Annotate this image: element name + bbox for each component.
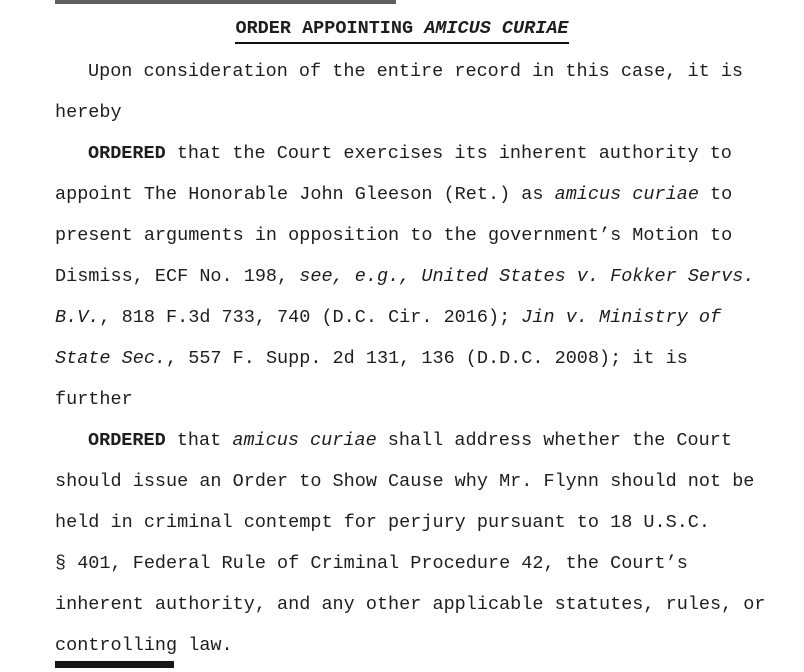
- text-run-normal: controlling law.: [55, 635, 233, 656]
- text-run-normal: , 557 F. Supp. 2d 131, 136 (D.D.C. 2008); it is: [166, 348, 688, 369]
- text-run-normal: should issue an Order to Show Cause why Mr. Flynn should not be: [55, 471, 755, 492]
- text-run-italic: Jin v. Ministry of: [521, 307, 722, 328]
- text-run-normal: to: [698, 184, 733, 205]
- text-run-normal: , 818 F.3d 733, 740 (D.C. Cir. 2016);: [99, 307, 522, 328]
- text-run-normal: Dismiss, ECF No. 198,: [55, 266, 300, 287]
- text-run-italic: amicus curiae: [554, 184, 699, 205]
- text-run-italic: see, e.g., United States v. Fokker Servs.: [299, 266, 755, 287]
- text-run-normal: inherent authority, and any other applicable statutes, rules, or: [55, 594, 766, 615]
- text-run-italic: State Sec.: [55, 348, 167, 369]
- document-line: [55, 133, 795, 174]
- document-line: [55, 461, 795, 502]
- order-title-row: [0, 20, 804, 44]
- document-line: [55, 543, 795, 584]
- text-run-normal: that the Court exercises its inherent authority to: [165, 143, 732, 164]
- document-line: [55, 174, 795, 215]
- document-line: [55, 338, 795, 379]
- document-line: [55, 92, 795, 133]
- document-line: [55, 584, 795, 625]
- text-run-normal: § 401, Federal Rule of Criminal Procedure 42, the Court’s: [55, 553, 688, 574]
- text-run-bold: ORDERED: [88, 143, 166, 164]
- document-line: [55, 379, 795, 420]
- text-run-italic: amicus curiae: [232, 430, 377, 451]
- document-line: [55, 51, 795, 92]
- text-run-normal: present arguments in opposition to the government’s Motion to: [55, 225, 733, 246]
- text-run-normal: appoint The Honorable John Gleeson (Ret.) as: [55, 184, 555, 205]
- text-run-normal: hereby: [55, 102, 122, 123]
- order-body-text: [55, 51, 795, 666]
- document-line: [55, 256, 795, 297]
- document-line: [55, 625, 795, 666]
- document-line: [55, 420, 795, 461]
- text-run-normal: that: [165, 430, 233, 451]
- text-run-normal: held in criminal contempt for perjury pursuant to 18 U.S.C.: [55, 512, 711, 533]
- text-run-italic: B.V.: [55, 307, 100, 328]
- text-run-normal: shall address whether the Court: [376, 430, 732, 451]
- document-line: [55, 502, 795, 543]
- cutoff-line-top: [55, 0, 396, 4]
- order-title: [235, 20, 568, 44]
- cutoff-line-bottom: [55, 661, 174, 668]
- document-line: [55, 297, 795, 338]
- text-run-bold: ORDERED: [88, 430, 166, 451]
- text-run-bold: ORDER APPOINTING: [235, 18, 425, 39]
- document-line: [55, 215, 795, 256]
- text-run-normal: Upon consideration of the entire record in this case, it is: [88, 61, 744, 82]
- text-run-normal: further: [55, 389, 133, 410]
- text-run-bold-italic: AMICUS CURIAE: [424, 18, 569, 39]
